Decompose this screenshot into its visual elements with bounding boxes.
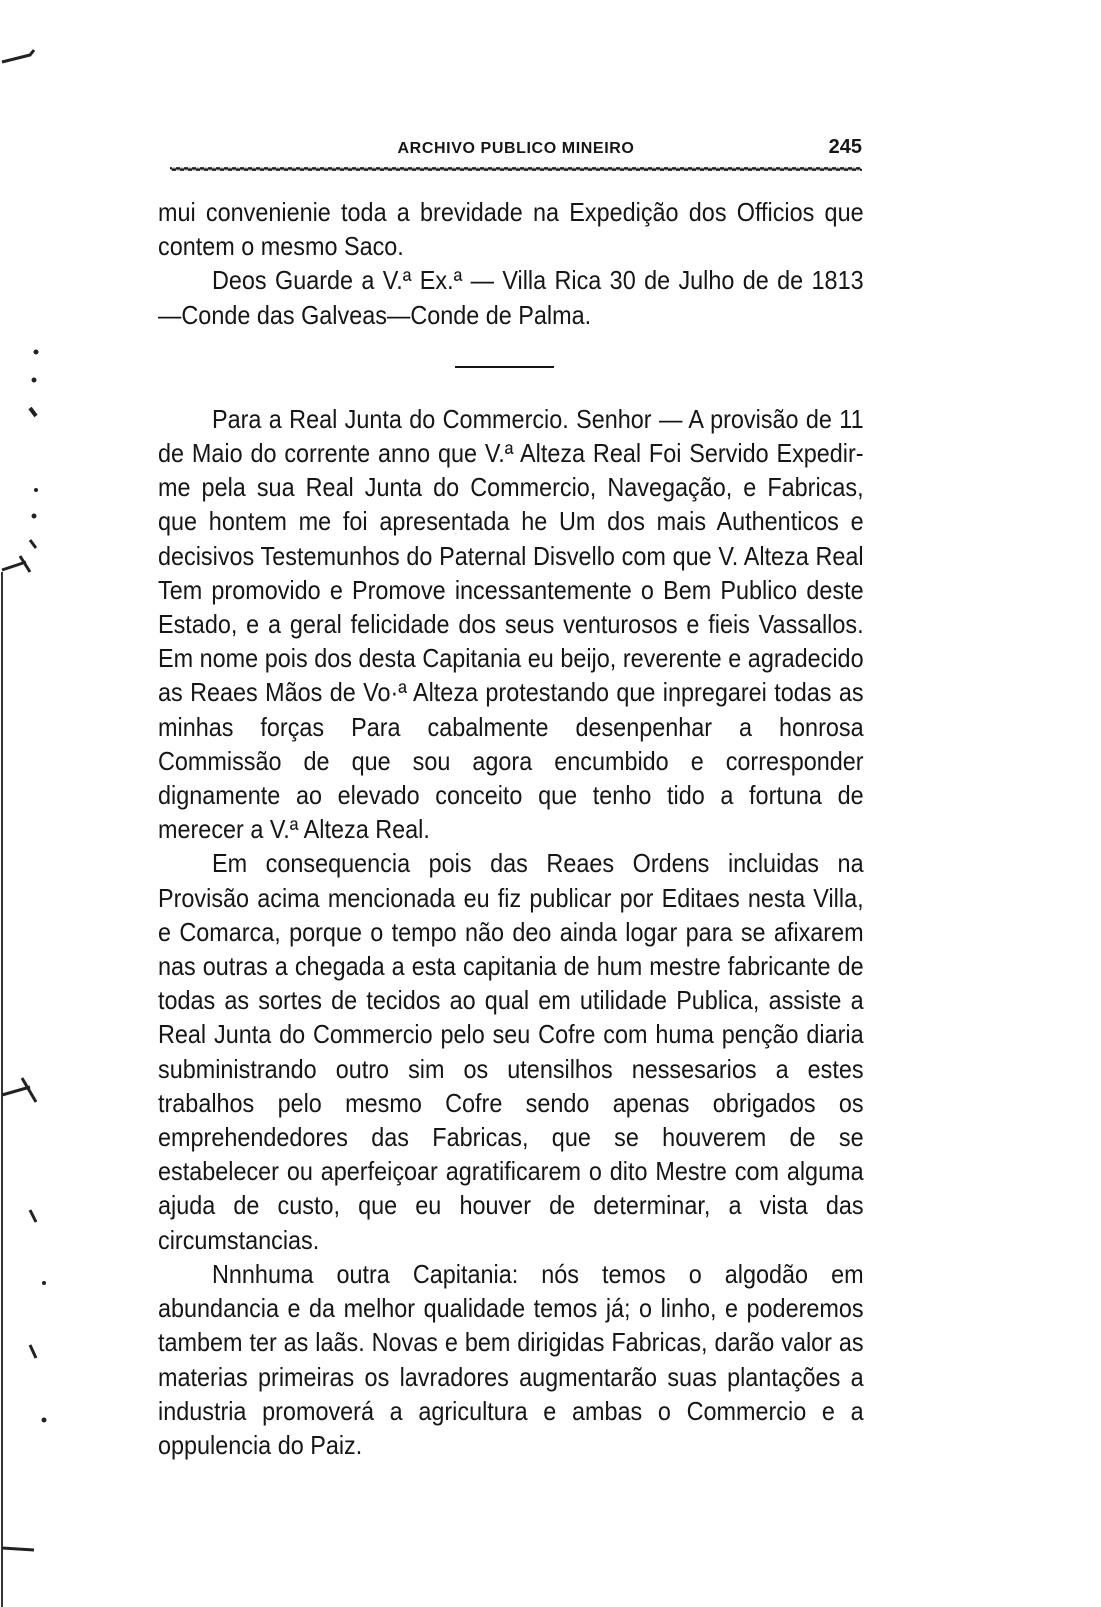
section-divider (455, 366, 554, 368)
paragraph-closing: Deos Guarde a V.ª Ex.ª — Villa Rica 30 de Julho de de 1813 —Conde das Galveas—Conde de Palma. (158, 265, 864, 330)
paragraph-capitania: Nnnhuma outra Capitania: nós temos o algodão em abundancia e da melhor qualidade temos já; o linho, e poderemos tambem ter as laãs. Novas e bem dirigidas Fabricas, darão valor as materias primeiras os lavradores augmentarão suas plantações a industria promoverá a agricultura e ambas o Commercio e a oppulencia do Paiz. (158, 1258, 864, 1460)
running-header (170, 132, 862, 166)
paragraph-continuation: mui convenienie toda a brevidade na Expedição dos Officios que contem o mesmo Saco. (158, 197, 864, 262)
running-title: ARCHIVO PUBLICO MINEIRO (397, 140, 635, 157)
body-text (158, 195, 864, 1462)
paragraph-consequencia: Em consequencia pois das Reaes Ordens incluidas na Provisão acima mencionada eu fiz publicar por Editaes nesta Villa, e Comarca, porque o tempo não deo ainda logar para se afixarem nas outras a chegada a esta capitania de hum mestre fabricante de todas as sortes de tecidos ao qual em utilidade Publica, assiste a Real Junta do Commercio pelo seu Cofre com huma penção diaria subministrando outro sim os utensilhos nessesarios a estes trabalhos pelo mesmo Cofre sendo apenas obrigados os emprehendedores das Fabricas, que se houverem de se estabelecer ou aperfeiçoar agratificarem o dito Mestre com alguma ajuda de custo, que eu houver de determinar, a vista das circumstancias. (158, 848, 864, 1255)
page-number: 245 (828, 136, 862, 158)
header-wavy-rule (170, 166, 862, 172)
scan-edge-marks (0, 0, 60, 1607)
paragraph-letter-opening: Para a Real Junta do Commercio. Senhor — A provisão de 11 de Maio do corrente anno que V.ª Alteza Real Foi Servido Expedir-me pela sua Real Junta do Commercio, Navegação, e Fabricas, que hontem me foi apresentada he Um dos mais Authenticos e decisivos Testemunhos do Paternal Disvello com que V. Alteza Real Tem promovido e Promove incessantemente o Bem Publico deste Estado, e a geral felicidade dos seus venturosos e fieis Vassallos. Em nome pois dos desta Capitania eu beijo, reverente e agradecido as Reaes Mãos de Vo·ª Alteza protestando que inpregarei todas as minhas forças Para cabalmente desenpenhar a honrosa Commissão de que sou agora encumbido e corresponder dignamente ao elevado conceito que tenho tido a fortuna de merecer a V.ª Alteza Real. (158, 403, 864, 845)
